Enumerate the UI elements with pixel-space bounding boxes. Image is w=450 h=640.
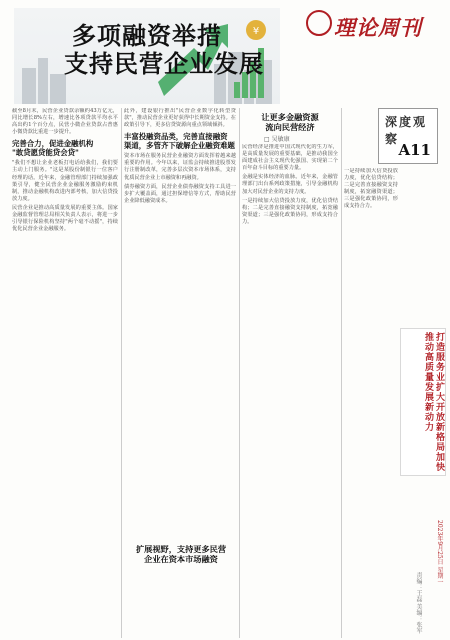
right-paragraph-3: 一是持续加大信贷投放力度，优化信贷结构；二是完善直接融资支持制度，拓宽融资渠道；三是强化政策协同，形成支持合力。	[242, 197, 338, 225]
subhead-1-line2: "敢贷愿贷能贷会贷"	[12, 148, 79, 158]
footer-date: 2023年9月25日 星期一	[436, 520, 443, 585]
subhead-2	[124, 132, 236, 150]
subhead-1-line1: 完善合力，促进金融机构	[12, 139, 94, 149]
mid-subheadline	[116, 544, 246, 564]
right-title-line1: 让更多金融资源	[261, 112, 319, 122]
far-right-paragraph: 一是持续加大信贷投放力度，优化信贷结构；二是完善直接融资支持制度，拓宽融资渠道；三是强化政策协同，形成支持合力。	[344, 168, 398, 210]
left-column	[12, 108, 118, 638]
mid-subheadline-line1: 扩展视野，支持更多民营	[135, 544, 227, 554]
right-paragraph-1: 民营经济是推进中国式现代化的生力军，是高质量发展的重要基础，是推动我国全面建成社会主义现代化强国、实现第二个百年奋斗目标的重要力量。	[242, 144, 338, 172]
subhead-1	[12, 139, 118, 157]
mid-column-body	[124, 108, 236, 540]
masthead	[300, 8, 446, 70]
subhead-2-line2: 渠道，多管齐下破解企业融资难题	[124, 141, 235, 151]
mid-column	[124, 108, 236, 540]
svg-text:¥: ¥	[252, 26, 260, 37]
section-name: 深度观察	[385, 115, 428, 146]
mid-paragraph-2: 资本市场在服务民营企业融资方面发挥着越来越重要的作用。今年以来，证监会持续推进股票发行注册制改革，完善多层次资本市场体系，支持优质民营企业上市融资和再融资。	[124, 153, 236, 181]
coin-icon	[246, 20, 266, 40]
mid-subheadline-line2: 企业在资本市场融资	[144, 554, 218, 564]
right-byline: □ 吴敏康	[264, 136, 290, 143]
masthead-title: 理论周刊	[334, 15, 422, 40]
column-divider	[239, 108, 240, 638]
headline-line2: 支持民营企业发展	[64, 49, 264, 78]
pull-quote: 打造服务业扩大开放新格局加快推动高质量发展新动力	[423, 332, 444, 472]
footer-editor: 责编：王磊 美编：张军	[415, 572, 422, 634]
subhead-2-line1: 丰富投融资品类，完善直接融资	[124, 132, 228, 142]
masthead-logo-icon	[306, 10, 332, 36]
right-title-line2: 流向民营经济	[265, 122, 315, 132]
right-column-body	[242, 144, 338, 638]
section-box	[378, 108, 438, 164]
mid-paragraph-1: 此外，建设银行推出"民营企业数字化转型贷款"，推动民营企业更好获得中长期资金支持。在政策引导下，更多信贷资源向重点领域倾斜。	[124, 108, 236, 129]
mid-paragraph-3: 债券融资方面，民营企业债券融资支持工具进一步扩大覆盖面，通过担保增信等方式，帮助民营企业降低融资成本。	[124, 183, 236, 204]
headline-block	[12, 6, 280, 106]
column-divider	[341, 108, 342, 638]
far-right-column	[344, 168, 398, 638]
right-column	[242, 144, 338, 638]
right-article-title	[240, 112, 340, 132]
right-paragraph-2: 金融是实体经济的血脉。近年来，金融管理部门出台系列政策措施，引导金融机构加大对民营企业的支持力度。	[242, 174, 338, 195]
left-column-body	[12, 108, 118, 638]
left-paragraph-2: "我们不想让企业老板打电话给我们，我们要主动上门服务。"这是某股份制银行一位客户经理的话。近年来，金融管理部门持续加强政策引导，健全民营企业金融服务激励约束机制，推动金融机构改进内部考核，加大信贷投放力度。	[12, 160, 118, 202]
headline-line1: 多项融资举措	[72, 21, 222, 50]
far-right-column-body	[344, 168, 398, 638]
section-page: A11	[398, 141, 431, 159]
left-paragraph-3: 民营企业是推动高质量发展的重要主体。国家金融监督管理总局相关负责人表示，将进一步引导银行保险机构坚持"两个毫不动摇"，持续优化民营企业金融服务。	[12, 204, 118, 233]
lede-paragraph: 截至8月末，民营企业贷款余额约43万亿元，同比增长8%左右，增速比各项贷款平均水平高出约1个百分点，民营小微企业贷款占普惠小微贷款比重进一步提升。	[12, 108, 118, 136]
